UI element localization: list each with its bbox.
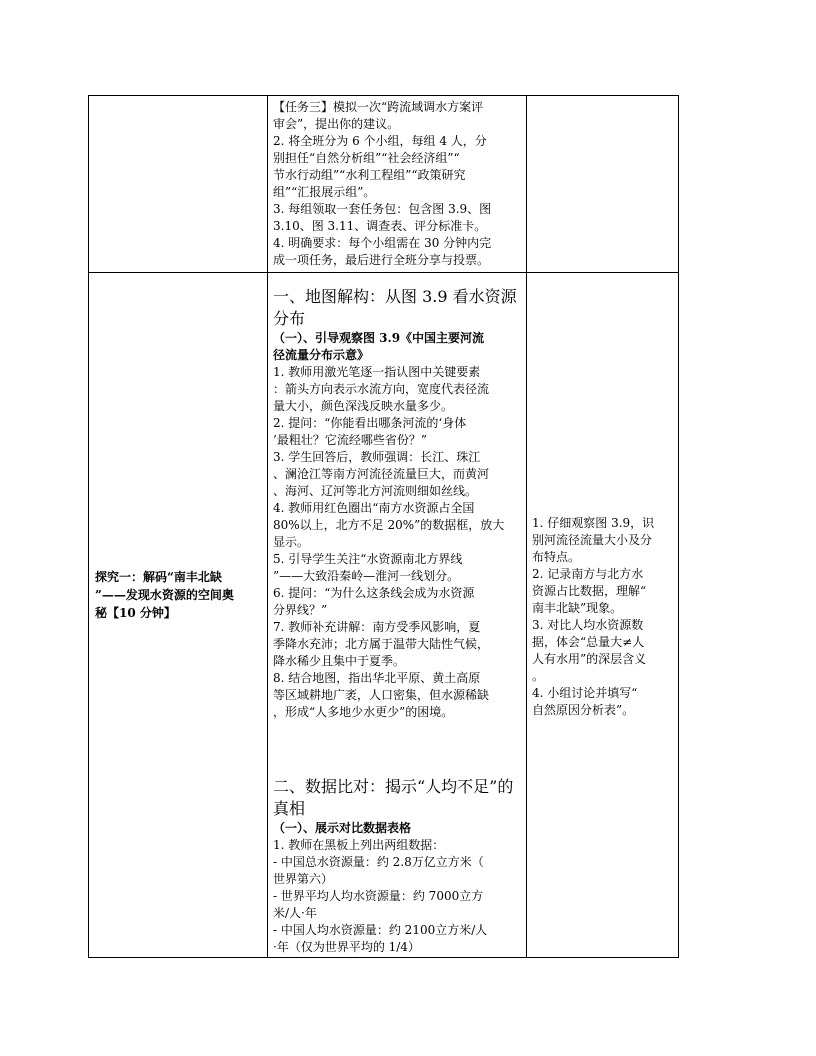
task3-title-line2: 审会”，提出你的建议。	[273, 117, 400, 131]
column-divider-2	[526, 96, 527, 957]
activity-line: 南丰北缺”现象。	[532, 601, 623, 615]
section1-line: ’最粗壮？它流经哪些省份？”	[273, 433, 427, 447]
section2-line: - 中国总水资源量：约 2.8万亿立方米（	[273, 855, 484, 869]
section1-line: 分界线？”	[273, 603, 328, 617]
activity-line: 4. 小组讨论并填写“	[532, 686, 638, 700]
section1-line: 6. 提问：“为什么这条线会成为水资源	[273, 586, 475, 600]
section1-line: 2. 提问：“你能看出哪条河流的‘身体	[273, 416, 467, 430]
task3-title-line1: 【任务三】模拟一次“跨流域调水方案评	[273, 100, 484, 114]
activity-line: 3. 对比人均水资源数	[532, 618, 644, 632]
section1-line: 降水稀少且集中于夏季。	[273, 654, 406, 668]
activity-line: 。	[532, 669, 545, 683]
section1-line: ”——大致沿秦岭—淮河一线划分。	[273, 569, 460, 583]
explore1-title-line: 探究一：解码“南丰北缺	[95, 570, 222, 584]
section1-line: 量大小，颜色深浅反映水量多少。	[273, 399, 454, 413]
section1-subheading: （一）、引导观察图 3.9《中国主要河流	[273, 331, 485, 345]
section1-line: 1. 教师用激光笔逐一指认图中关键要素	[273, 365, 481, 379]
activity-line: 人有水用”的深层含义	[532, 652, 647, 666]
section1-line: 显示。	[273, 535, 310, 549]
activity-line: 布特点。	[532, 550, 581, 564]
section1-line: 、澜沧江等南方河流径流量巨大，而黄河	[273, 467, 490, 481]
task3-line: 成一项任务，最后进行全班分享与投票。	[273, 253, 490, 267]
section1-heading: 分布	[273, 309, 306, 328]
section2-line: 米/人·年	[273, 906, 317, 920]
section2-heading: 二、数据比对：揭示“人均不足”的	[273, 777, 514, 796]
section1-line: 4. 教师用红色圈出“南方水资源占全国	[273, 501, 475, 515]
section1-cell	[273, 286, 523, 721]
column-divider-1	[267, 96, 268, 957]
section2-line: - 中国人均水资源量：约 2100立方米/人	[273, 923, 488, 937]
explore1-title-line: 秘【10 分钟】	[95, 606, 176, 620]
section2-line: 1. 教师在黑板上列出两组数据：	[273, 838, 445, 852]
task3-cell	[273, 99, 523, 269]
task3-line: 节水行动组”“水利工程组”“政策研究	[273, 168, 466, 182]
section2-line: - 世界平均人均水资源量：约 7000立方	[273, 889, 484, 903]
task3-line: 别担任“自然分析组”“社会经济组”“	[273, 151, 460, 165]
section1-line: 3. 学生回答后，教师强调：长江、珠江	[273, 450, 481, 464]
section2-line: 世界第六）	[273, 872, 334, 886]
row-divider	[89, 272, 678, 273]
activity-line: 2. 记录南方与北方水	[532, 567, 644, 581]
section1-line: 、海河、辽河等北方河流则细如丝线。	[273, 484, 478, 498]
activity-line: 资源占比数据，理解“	[532, 584, 647, 598]
task3-line: 2. 将全班分为 6 个小组，每组 4 人，分	[273, 134, 487, 148]
section1-subheading: 径流量分布示意》	[273, 348, 370, 362]
activity-line: 1. 仔细观察图 3.9，识	[532, 516, 655, 530]
activity-line: 别河流径流量大小及分	[532, 533, 653, 547]
student-activities-cell	[532, 515, 678, 719]
explore1-title-line: ”——发现水资源的空间奥	[95, 588, 234, 602]
section2-subheading: （一）、展示对比数据表格	[273, 821, 412, 835]
activity-line: 据，体会“总量大≠人	[532, 635, 645, 649]
section1-heading: 一、地图解构：从图 3.9 看水资源	[273, 287, 517, 306]
section2-heading: 真相	[273, 799, 306, 818]
section1-line: 7. 教师补充讲解：南方受季风影响，夏	[273, 620, 481, 634]
section2-line: ·年（仅为世界平均的 1/4）	[273, 940, 420, 954]
task3-line: 3.10、图 3.11、调查表、评分标准卡。	[273, 219, 487, 233]
section1-line: 5. 引导学生关注“水资源南北方界线	[273, 552, 463, 566]
task3-line: 4. 明确要求：每个小组需在 30 分钟内完	[273, 236, 492, 250]
lesson-plan-table	[88, 95, 679, 958]
task3-line: 3. 每组领取一套任务包：包含图 3.9、图	[273, 202, 492, 216]
section1-line: 等区域耕地广袤，人口密集，但水源稀缺	[273, 688, 490, 702]
section1-line: ：箭头方向表示水流方向，宽度代表径流	[273, 382, 490, 396]
explore1-title-cell	[95, 568, 265, 622]
section1-line: 80%以上，北方不足 20%”的数据框，放大	[273, 518, 505, 532]
activity-line: 自然原因分析表”。	[532, 703, 635, 717]
section1-line: 8. 结合地图，指出华北平原、黄土高原	[273, 671, 481, 685]
section2-cell	[273, 776, 523, 956]
section1-line: 季降水充沛；北方属于温带大陆性气候，	[273, 637, 490, 651]
task3-line: 组”“汇报展示组”。	[273, 185, 376, 199]
section1-line: ，形成“人多地少水更少”的困境。	[273, 705, 454, 719]
